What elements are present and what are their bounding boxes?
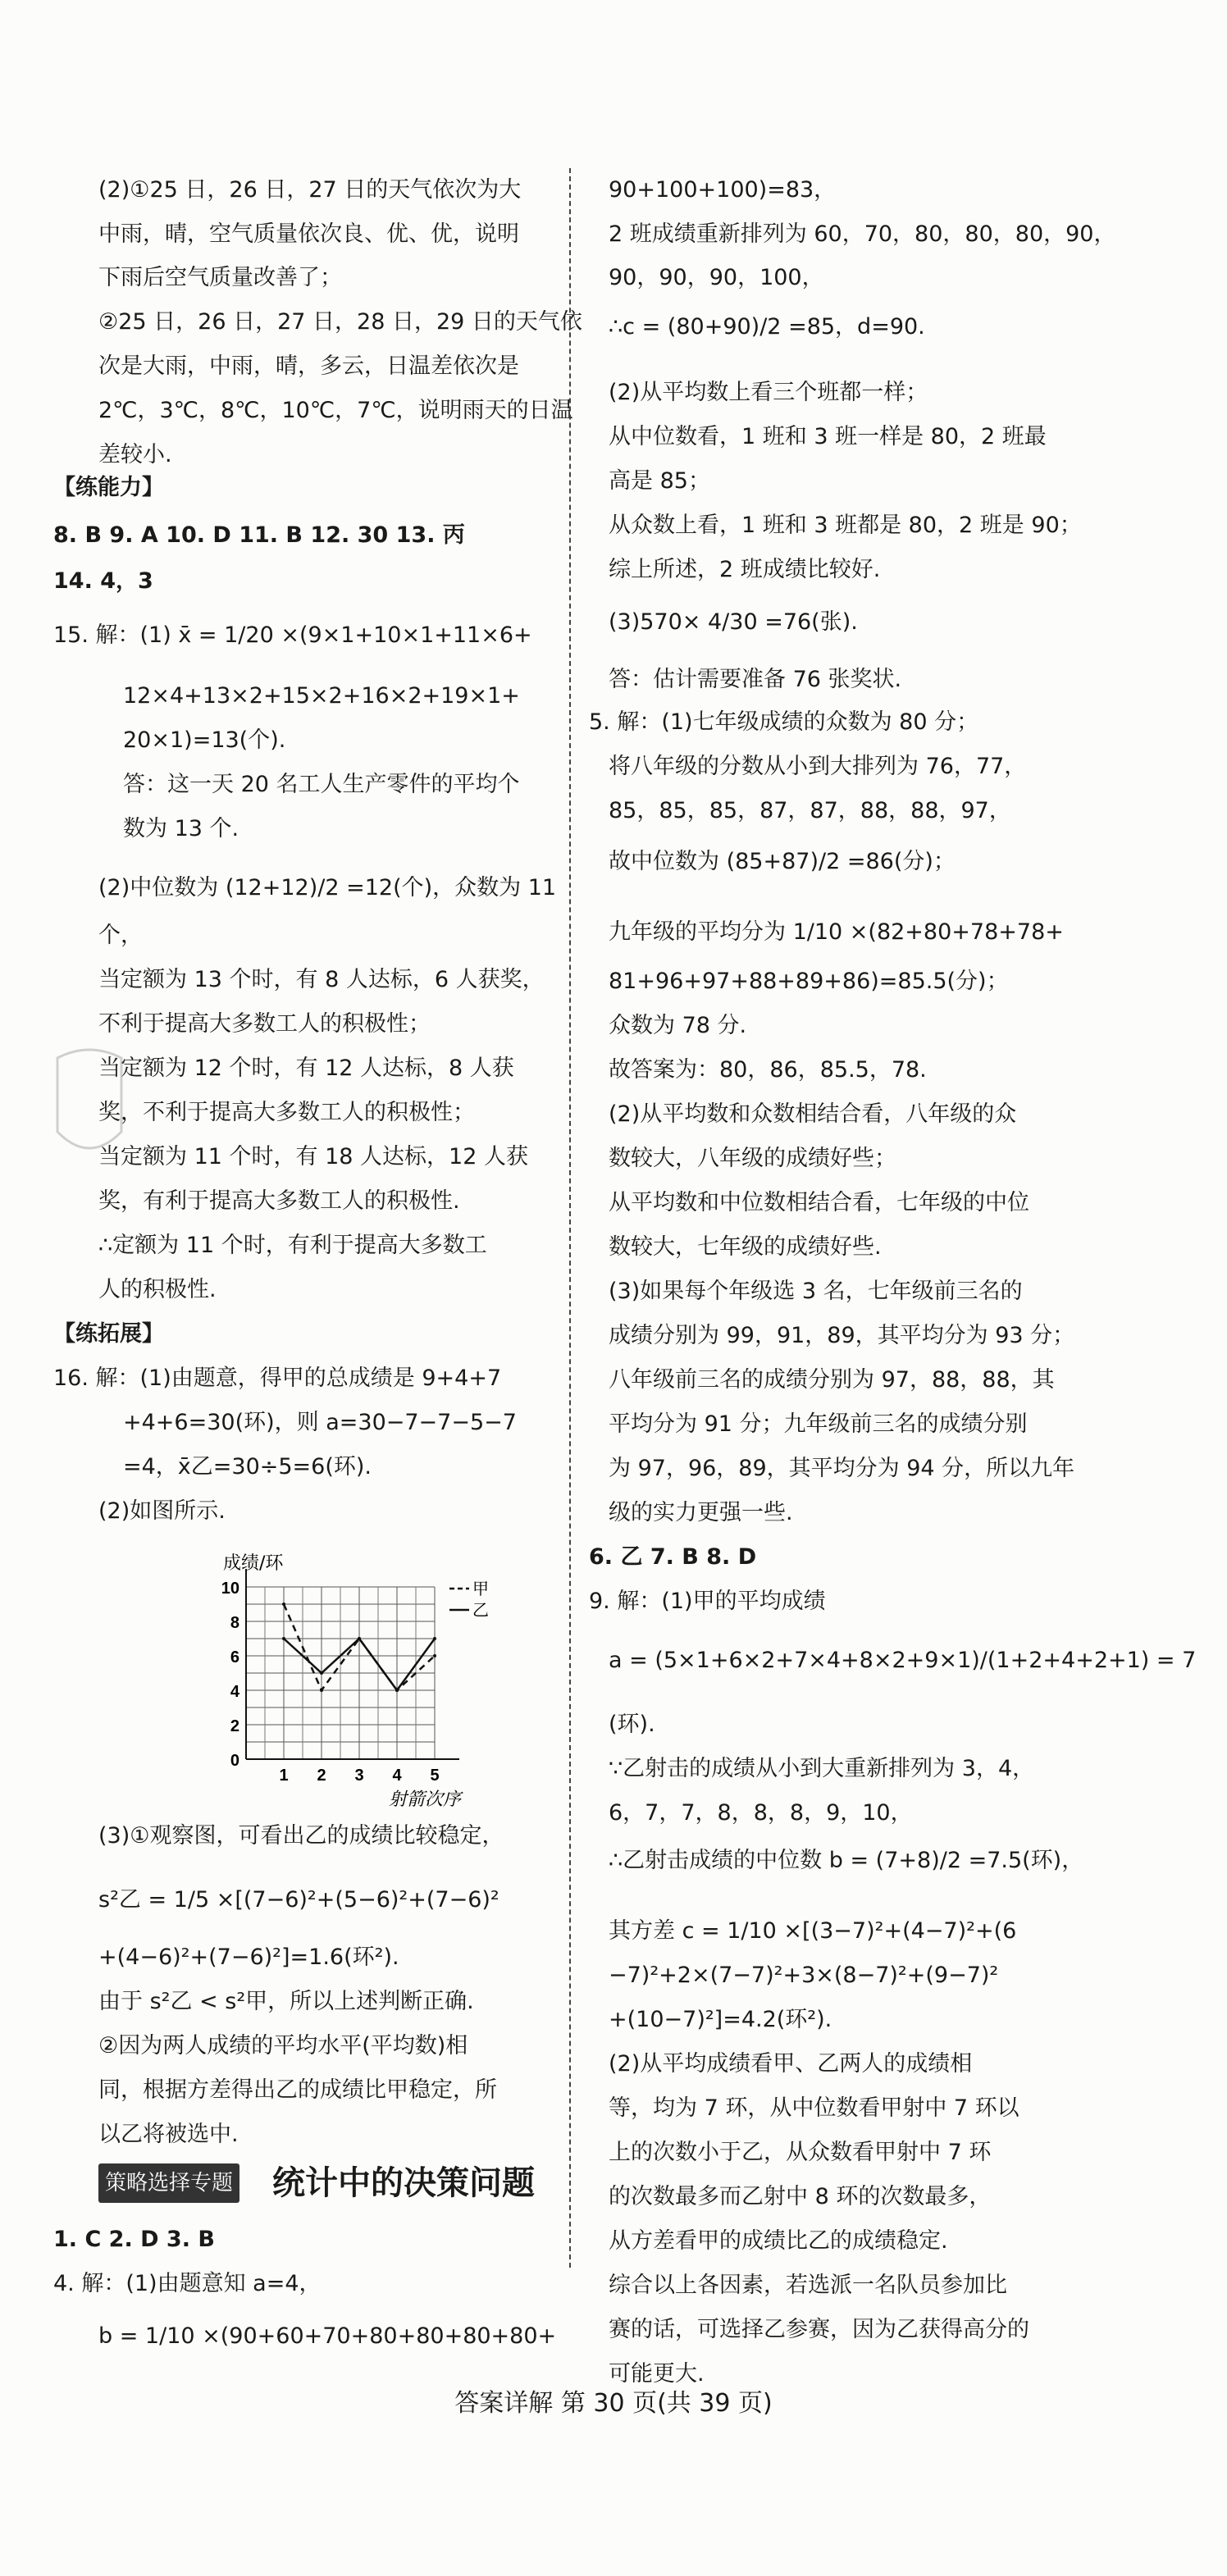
right-line: 的次数最多而乙射中 8 环的次数最多， bbox=[609, 2184, 992, 2209]
right-line: (2)从平均数和众数相结合看，八年级的众 bbox=[609, 1101, 1017, 1127]
left-line: 15. 解：(1) x̄ = 1/20 ×(9×1+10×1+11×6+ bbox=[53, 622, 532, 648]
right-line: 85，85，85，87，87，88，88，97， bbox=[609, 798, 1011, 823]
x-axis-label: 射箭次序 bbox=[389, 1790, 462, 1810]
right-line: 数较大，八年级的成绩好些； bbox=[609, 1146, 896, 1171]
left-line: (3)①观察图，可看出乙的成绩比较稳定， bbox=[98, 1823, 504, 1849]
left-line: 20×1)=13(个). bbox=[123, 727, 286, 753]
left-line: 2℃，3℃，8℃，10℃，7℃，说明雨天的日温 bbox=[98, 398, 573, 423]
left-line: (2)①25 日，26 日，27 日的天气依次为大 bbox=[98, 177, 522, 203]
right-line: 从中位数看，1 班和 3 班一样是 80，2 班最 bbox=[609, 424, 1047, 449]
y-tick-label: 10 bbox=[221, 1580, 239, 1598]
y-axis-label: 成绩/环 bbox=[223, 1553, 284, 1574]
right-line: 综合以上各因素，若选派一名队员参加比 bbox=[609, 2273, 1007, 2298]
left-line: 【练拓展】 bbox=[53, 1321, 164, 1347]
left-line: (2)如图所示. bbox=[98, 1498, 226, 1524]
right-line: +(10−7)²]=4.2(环²). bbox=[609, 2007, 832, 2032]
right-line: 从平均数和中位数相结合看，七年级的中位 bbox=[609, 1190, 1029, 1215]
right-line: 赛的话，可选择乙参赛，因为乙获得高分的 bbox=[609, 2317, 1029, 2342]
page-footer: 答案详解 第 30 页(共 39 页) bbox=[454, 2389, 773, 2418]
left-line: s²乙 = 1/5 ×[(7−6)²+(5−6)²+(7−6)² bbox=[98, 1887, 499, 1913]
right-line: 平均分为 91 分；九年级前三名的成绩分别 bbox=[609, 1411, 1028, 1437]
left-line: 16. 解：(1)由题意，得甲的总成绩是 9+4+7 bbox=[53, 1366, 502, 1391]
left-line: 人的积极性. bbox=[98, 1277, 217, 1302]
section-title: 统计中的决策问题 bbox=[272, 2164, 535, 2202]
data-point bbox=[320, 1671, 323, 1675]
left-line: 下雨后空气质量改善了； bbox=[98, 265, 342, 290]
right-line: 数较大，七年级的成绩好些. bbox=[609, 1234, 882, 1260]
score-chart bbox=[197, 1542, 489, 1812]
data-point bbox=[395, 1689, 399, 1692]
legend-label: 乙 bbox=[472, 1600, 489, 1620]
left-line: =4，x̄乙=30÷5=6(环). bbox=[123, 1454, 372, 1479]
right-line: 可能更大. bbox=[609, 2361, 705, 2387]
right-line: −7)²+2×(7−7)²+3×(8−7)²+(9−7)² bbox=[609, 1963, 999, 1988]
data-point bbox=[433, 1654, 436, 1657]
left-line: ∴定额为 11 个时，有利于提高大多数工 bbox=[98, 1233, 487, 1258]
right-line: 2 班成绩重新排列为 60，70，80，80，80，90， bbox=[609, 221, 1116, 247]
right-line: (环). bbox=[609, 1712, 655, 1737]
watermark-stamp bbox=[41, 1042, 138, 1165]
data-point bbox=[320, 1689, 323, 1692]
right-line: 9. 解：(1)甲的平均成绩 bbox=[589, 1589, 826, 1614]
y-tick-label: 2 bbox=[230, 1717, 239, 1735]
y-tick-label: 0 bbox=[230, 1752, 239, 1770]
left-line: 同，根据方差得出乙的成绩比甲稳定，所 bbox=[98, 2077, 497, 2103]
right-line: 故答案为：80，86，85.5，78. bbox=[609, 1057, 927, 1083]
right-line: 成绩分别为 99，91，89，其平均分为 93 分； bbox=[609, 1323, 1075, 1348]
right-line: (2)从平均数上看三个班都一样； bbox=[609, 380, 928, 405]
x-tick-label: 1 bbox=[279, 1767, 289, 1785]
right-line: 答：估计需要准备 76 张奖状. bbox=[609, 667, 902, 692]
y-tick-label: 6 bbox=[230, 1648, 239, 1666]
x-tick-label: 3 bbox=[354, 1767, 364, 1785]
right-line: 将八年级的分数从小到大排列为 76，77， bbox=[609, 754, 1027, 779]
right-line: 八年级前三名的成绩分别为 97，88，88，其 bbox=[609, 1367, 1055, 1393]
right-line: ∵乙射击的成绩从小到大重新排列为 3，4， bbox=[609, 1756, 1035, 1781]
x-tick-label: 5 bbox=[430, 1767, 440, 1785]
left-line: 12×4+13×2+15×2+16×2+19×1+ bbox=[123, 683, 520, 709]
right-line: 众数为 78 分. bbox=[609, 1013, 747, 1038]
right-line: 90，90，90，100， bbox=[609, 265, 824, 290]
left-line: 14. 4，3 bbox=[53, 568, 153, 594]
right-line: (3)如果每个年级选 3 名，七年级前三名的 bbox=[609, 1279, 1023, 1304]
right-line: 为 97，96，89，其平均分为 94 分，所以九年 bbox=[609, 1456, 1075, 1481]
chart-grid bbox=[246, 1587, 435, 1759]
right-line: 6. 乙 7. B 8. D bbox=[589, 1544, 757, 1570]
right-line: 九年级的平均分为 1/10 ×(82+80+78+78+ bbox=[609, 919, 1064, 945]
left-line: b = 1/10 ×(90+60+70+80+80+80+80+ bbox=[98, 2323, 557, 2349]
x-tick-label: 4 bbox=[392, 1767, 402, 1785]
left-line: 答：这一天 20 名工人生产零件的平均个 bbox=[123, 772, 520, 797]
right-line: 5. 解：(1)七年级成绩的众数为 80 分； bbox=[589, 709, 979, 735]
left-line: 当定额为 12 个时，有 12 人达标，8 人获 bbox=[98, 1055, 514, 1081]
right-line: ∴c = (80+90)/2 =85，d=90. bbox=[609, 314, 925, 340]
data-point bbox=[282, 1603, 285, 1606]
chart-axes bbox=[246, 1569, 459, 1759]
right-line: 81+96+97+88+89+86)=85.5(分)； bbox=[609, 969, 1009, 994]
right-line: 综上所述，2 班成绩比较好. bbox=[609, 557, 881, 582]
left-line: 次是大雨，中雨，晴，多云，日温差依次是 bbox=[98, 353, 519, 379]
left-line: +4+6=30(环)，则 a=30−7−7−5−7 bbox=[123, 1410, 517, 1435]
right-line: 6，7，7，8，8，8，9，10， bbox=[609, 1800, 913, 1826]
left-line: ②因为两人成绩的平均水平(平均数)相 bbox=[98, 2033, 468, 2059]
right-line: ∴乙射击成绩的中位数 b = (7+8)/2 =7.5(环)， bbox=[609, 1848, 1084, 1873]
y-tick-label: 8 bbox=[230, 1614, 239, 1632]
right-line: 级的实力更强一些. bbox=[609, 1500, 793, 1525]
right-line: a = (5×1+6×2+7×4+8×2+9×1)/(1+2+4+2+1) = 7 bbox=[609, 1648, 1197, 1673]
left-line: 差较小. bbox=[98, 442, 172, 467]
section-tag: 策略选择专题 bbox=[98, 2163, 239, 2203]
chart-labels bbox=[221, 1553, 489, 1810]
left-line: 4. 解：(1)由题意知 a=4， bbox=[53, 2271, 322, 2296]
left-line: (2)中位数为 (12+12)/2 =12(个)，众数为 11 bbox=[98, 875, 557, 900]
x-tick-label: 2 bbox=[317, 1767, 326, 1785]
left-line: 1. C 2. D 3. B bbox=[53, 2227, 215, 2252]
legend-label: 甲 bbox=[472, 1579, 489, 1598]
left-line: 8. B 9. A 10. D 11. B 12. 30 13. 丙 bbox=[53, 522, 465, 548]
right-line: (3)570× 4/30 =76(张). bbox=[609, 609, 858, 635]
left-line: 由于 s²乙 < s²甲，所以上述判断正确. bbox=[98, 1989, 474, 2014]
left-line: 当定额为 11 个时，有 18 人达标，12 人获 bbox=[98, 1144, 528, 1169]
left-line: 数为 13 个. bbox=[123, 816, 239, 841]
left-line: +(4−6)²+(7−6)²]=1.6(环²). bbox=[98, 1945, 399, 1970]
right-line: 从方差看甲的成绩比乙的成绩稳定. bbox=[609, 2228, 948, 2254]
right-line: (2)从平均成绩看甲、乙两人的成绩相 bbox=[609, 2051, 973, 2077]
y-tick-label: 4 bbox=[230, 1683, 239, 1701]
left-line: 奖，有利于提高大多数工人的积极性. bbox=[98, 1188, 460, 1214]
left-line: 个， bbox=[98, 923, 143, 948]
right-line: 上的次数小于乙，从众数看甲射中 7 环 bbox=[609, 2140, 992, 2165]
left-line: 不利于提高大多数工人的积极性； bbox=[98, 1011, 431, 1037]
data-point bbox=[282, 1637, 285, 1640]
left-line: ②25 日，26 日，27 日，28 日，29 日的天气依 bbox=[98, 309, 582, 335]
right-line: 高是 85； bbox=[609, 468, 710, 494]
data-point bbox=[358, 1637, 361, 1640]
left-line: 【练能力】 bbox=[53, 475, 164, 500]
left-line: 奖，不利于提高大多数工人的积极性； bbox=[98, 1100, 475, 1125]
right-line: 等，均为 7 环，从中位数看甲射中 7 环以 bbox=[609, 2095, 1019, 2121]
right-line: 故中位数为 (85+87)/2 =86(分)； bbox=[609, 849, 956, 874]
left-line: 当定额为 13 个时，有 8 人达标，6 人获奖， bbox=[98, 967, 545, 992]
right-line: 从众数上看，1 班和 3 班都是 80，2 班是 90； bbox=[609, 513, 1082, 538]
right-line: 90+100+100)=83， bbox=[609, 177, 837, 203]
left-line: 中雨，晴，空气质量依次良、优、优，说明 bbox=[98, 221, 519, 247]
right-line: 其方差 c = 1/10 ×[(3−7)²+(4−7)²+(6 bbox=[609, 1918, 1017, 1944]
data-point bbox=[433, 1637, 436, 1640]
column-divider bbox=[569, 168, 571, 2268]
left-line: 以乙将被选中. bbox=[98, 2122, 239, 2147]
